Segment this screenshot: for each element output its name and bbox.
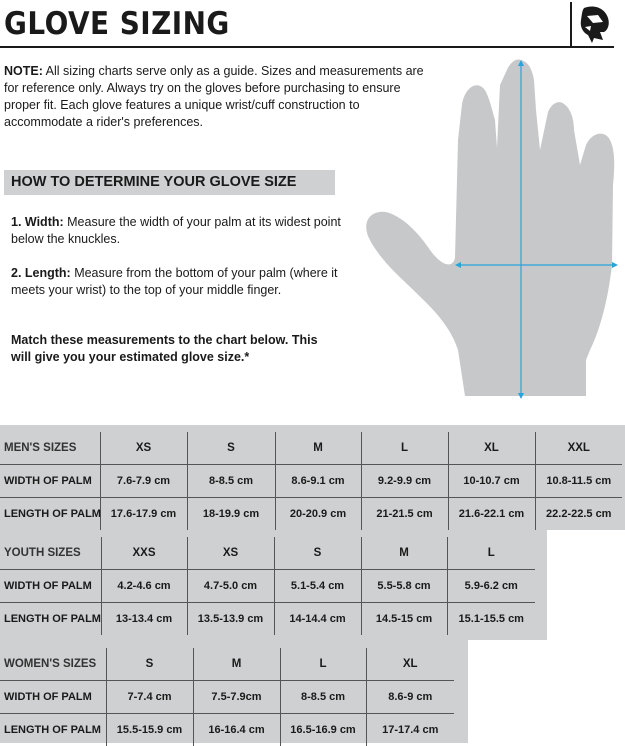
mens-length-label: LENGTH OF PALM <box>0 498 100 531</box>
mens-size-l: L <box>361 432 448 465</box>
womens-size-xl: XL <box>366 648 454 681</box>
womens-size-l: L <box>280 648 366 681</box>
mens-length-row <box>0 498 622 531</box>
mens-size-xxl: XXL <box>535 432 622 465</box>
womens-header-row <box>0 648 454 681</box>
mens-size-table <box>0 432 622 530</box>
table-cell: 7-7.4 cm <box>106 681 193 714</box>
womens-size-m: M <box>193 648 280 681</box>
table-cell: 5.9-6.2 cm <box>447 570 535 603</box>
table-cell: 16-16.4 cm <box>193 714 280 746</box>
table-cell: 15.1-15.5 cm <box>447 603 535 636</box>
step-width-text: Measure the width of your palm at its widest point below the knuckles. <box>11 215 341 246</box>
youth-header-row <box>0 537 535 570</box>
table-cell: 22.2-22.5 cm <box>535 498 622 531</box>
note-label: NOTE: <box>4 64 43 78</box>
womens-length-row <box>0 714 454 746</box>
youth-size-m: M <box>361 537 447 570</box>
howto-banner <box>4 170 335 195</box>
note-paragraph <box>4 63 424 131</box>
mens-header-label: MEN'S SIZES <box>0 432 100 465</box>
youth-length-row <box>0 603 535 636</box>
table-cell: 14-14.4 cm <box>274 603 361 636</box>
hand-shape <box>366 60 614 397</box>
page-title: GLOVE SIZING <box>4 6 230 42</box>
womens-size-s: S <box>106 648 193 681</box>
womens-size-table <box>0 648 454 746</box>
table-cell: 18-19.9 cm <box>187 498 275 531</box>
youth-header-label: YOUTH SIZES <box>0 537 101 570</box>
youth-length-label: LENGTH OF PALM <box>0 603 101 636</box>
howto-heading: HOW TO DETERMINE YOUR GLOVE SIZE <box>11 174 296 190</box>
table-cell: 8.6-9.1 cm <box>275 465 361 498</box>
mens-size-s: S <box>187 432 275 465</box>
table-cell: 9.2-9.9 cm <box>361 465 448 498</box>
table-cell: 15.5-15.9 cm <box>106 714 193 746</box>
step-width <box>11 214 341 248</box>
step-length-label: 2. Length: <box>11 266 71 280</box>
table-cell: 5.1-5.4 cm <box>274 570 361 603</box>
womens-width-label: WIDTH OF PALM <box>0 681 106 714</box>
table-cell: 5.5-5.8 cm <box>361 570 447 603</box>
womens-width-row <box>0 681 454 714</box>
note-text: All sizing charts serve only as a guide. Sizes and measurements are for reference only. Always try on the gloves before purchasing to ensure proper fit. Each glove features a unique wrist/cuff construction to accommodate a rider's preferences. <box>4 64 424 129</box>
table-cell: 20-20.9 cm <box>275 498 361 531</box>
step-width-label: 1. Width: <box>11 215 64 229</box>
youth-size-table <box>0 537 535 635</box>
mens-size-xs: XS <box>100 432 187 465</box>
table-cell: 17.6-17.9 cm <box>100 498 187 531</box>
table-cell: 7.6-7.9 cm <box>100 465 187 498</box>
step-length-text: Measure from the bottom of your palm (where it meets your wrist) to the top of your middle finger. <box>11 266 338 297</box>
table-cell: 21-21.5 cm <box>361 498 448 531</box>
match-instruction: Match these measurements to the chart below. This will give you your estimated glove size.* <box>11 332 341 366</box>
table-cell: 4.7-5.0 cm <box>187 570 274 603</box>
step-length <box>11 265 341 299</box>
hand-measure-diagram <box>365 56 625 401</box>
womens-header-label: WOMEN'S SIZES <box>0 648 106 681</box>
youth-size-l: L <box>447 537 535 570</box>
mens-width-label: WIDTH OF PALM <box>0 465 100 498</box>
table-cell: 10-10.7 cm <box>448 465 535 498</box>
mens-header-row <box>0 432 622 465</box>
table-cell: 8-8.5 cm <box>187 465 275 498</box>
mens-size-xl: XL <box>448 432 535 465</box>
mens-size-m: M <box>275 432 361 465</box>
table-cell: 7.5-7.9cm <box>193 681 280 714</box>
youth-width-row <box>0 570 535 603</box>
table-cell: 13-13.4 cm <box>101 603 187 636</box>
table-cell: 8-8.5 cm <box>280 681 366 714</box>
table-cell: 4.2-4.6 cm <box>101 570 187 603</box>
youth-size-xxs: XXS <box>101 537 187 570</box>
table-cell: 13.5-13.9 cm <box>187 603 274 636</box>
youth-size-s: S <box>274 537 361 570</box>
mens-width-row <box>0 465 622 498</box>
table-cell: 10.8-11.5 cm <box>535 465 622 498</box>
table-cell: 8.6-9 cm <box>366 681 454 714</box>
title-divider <box>0 46 614 48</box>
table-cell: 14.5-15 cm <box>361 603 447 636</box>
table-cell: 16.5-16.9 cm <box>280 714 366 746</box>
table-cell: 17-17.4 cm <box>366 714 454 746</box>
youth-width-label: WIDTH OF PALM <box>0 570 101 603</box>
table-cell: 21.6-22.1 cm <box>448 498 535 531</box>
youth-size-xs: XS <box>187 537 274 570</box>
helmet-logo-icon <box>570 2 612 46</box>
womens-length-label: LENGTH OF PALM <box>0 714 106 746</box>
